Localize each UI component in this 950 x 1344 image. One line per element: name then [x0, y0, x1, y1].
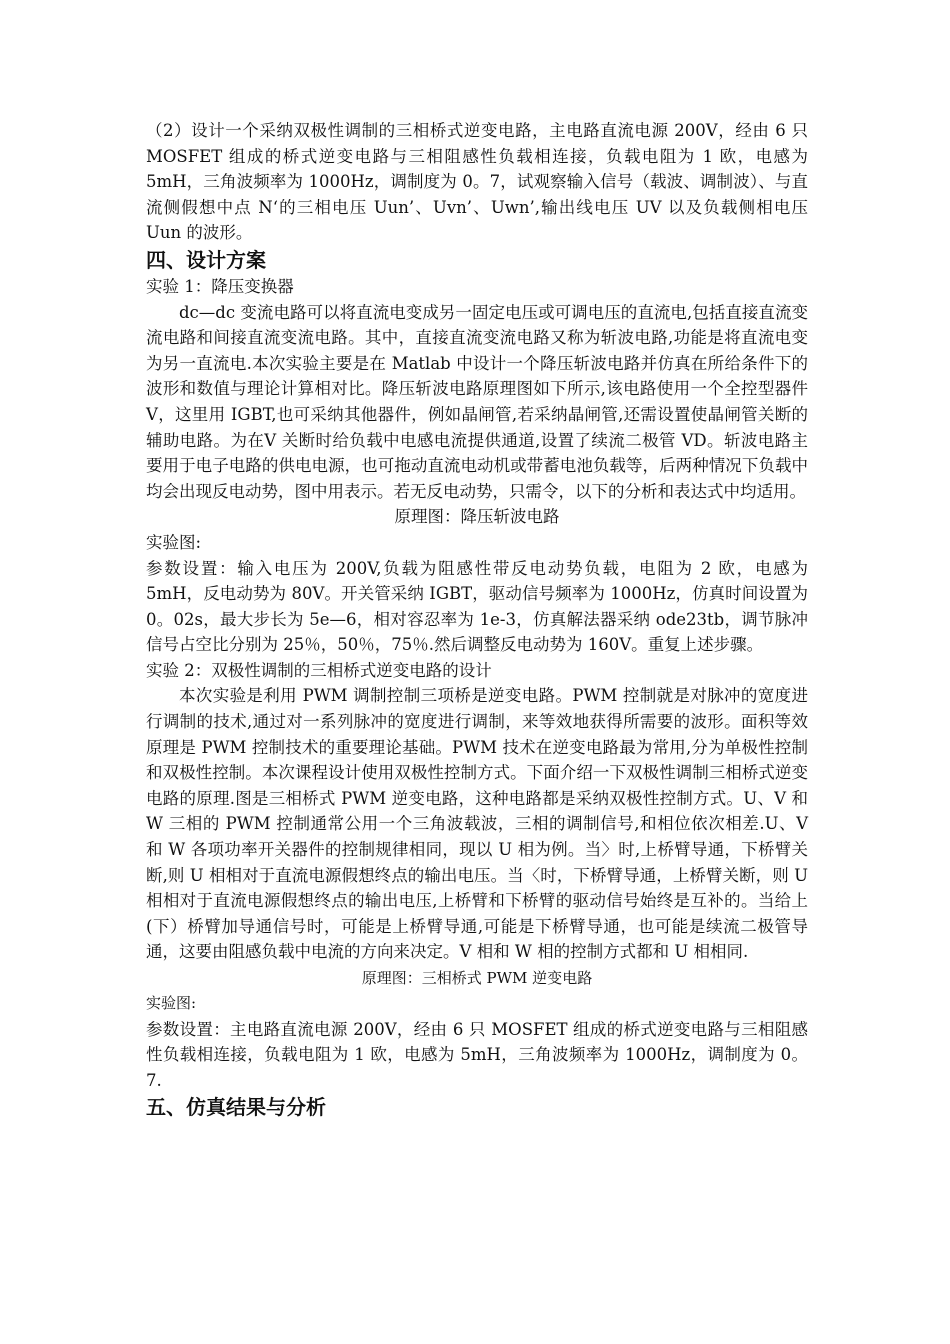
- exp2-figure-caption: 原理图：三相桥式 PWM 逆变电路: [361, 969, 593, 987]
- exp2-body: 本次实验是利用 PWM 调制控制三项桥是逆变电路。PWM 控制就是对脉冲的宽度进行调制的技术,通过对一系列脉冲的宽度进行调制，来等效地获得所需要的波形。面积等效原理是 PWM 控制技术的重要理论基础。PWM 技术在逆变电路最为常用,分为单极性控制和双极性控制。本次课程设计使用双极性控制方式。下面介绍一下双极性调制三相桥式逆变电路的原理.图是三相桥式 PWM 逆变电路，这种电路都是采纳双极性控制方式。U、V 和 W 三相的 PWM 控制通常公用一个三角波载波，三相的调制信号,和相位依次相差.U、V 和 W 各项功率开关器件的控制规律相同，现以 U 相为例。当〉时,上桥臂导通，下桥臂关断,则 U 相相对于直流电源假想终点的输出电压。当〈时，下桥臂导通，上桥臂关断，则 U 相相对于直流电源假想终点的输出电压,上桥臂和下桥臂的驱动信号始终是互补的。当给上(下）桥臂加导通信号时，可能是上桥臂导通,可能是下桥臂导通，也可能是续流二极管导通，这要由阻感负载中电流的方向来决定。V 相和 W 相的控制方式都和 U 相相同.: [146, 686, 808, 962]
- document-content: [146, 118, 808, 1121]
- exp1-figure-label: 实验图:: [146, 532, 202, 552]
- exp1-title: 实验 1：降压变换器: [146, 276, 294, 296]
- section-heading-design: 四、设计方案: [146, 247, 266, 272]
- exp1-params: 参数设置：输入电压为 200V,负载为阻感性带反电动势负载，电阻为 2 欧，电感为 5mH，反电动势为 80V。开关管采纳 IGBT，驱动信号频率为 1000Hz，仿真时间设置为 0。02s，最大步长为 5e—6，相对容忍率为 1e-3，仿真解法器采纳 ode23tb，调节脉冲信号占空比分别为 25％，50％，75％.然后调整反电动势为 160V。重复上述步骤。: [146, 558, 808, 655]
- exp2-params: 参数设置：主电路直流电源 200V，经由 6 只 MOSFET 组成的桥式逆变电路与三相阻感性负载相连接，负载电阻为 1 欧，电感为 5mH，三角波频率为 1000Hz，调制度为 0。7.: [146, 1019, 808, 1090]
- exp1-figure-caption: 原理图：降压斩波电路: [394, 507, 560, 527]
- exp1-body: dc—dc 变流电路可以将直流电变成另一固定电压或可调电压的直流电,包括直接直流变流电路和间接直流变流电路。其中，直接直流变流电路又称为斩波电路,功能是将直流电变为另一直流电.本次实验主要是在 Matlab 中设计一个降压斩波电路并仿真在所给条件下的波形和数值与理论计算相对比。降压斩波电路原理图如下所示,该电路使用一个全控型器件 V，这里用 IGBT,也可采纳其他器件，例如晶闸管,若采纳晶闸管,还需设置使晶闸管关断的辅助电路。为在V 关断时给负载中电感电流提供通道,设置了续流二极管 VD。斩波电路主要用于电子电路的供电电源，也可拖动直流电动机或带蓄电池负载等，后两种情况下负载中均会出现反电动势，图中用表示。若无反电动势，只需令，以下的分析和表达式中均适用。: [146, 302, 808, 501]
- intro-paragraph: （2）设计一个采纳双极性调制的三相桥式逆变电路，主电路直流电源 200V，经由 6 只 MOSFET 组成的桥式逆变电路与三相阻感性负载相连接，负载电阻为 1 欧，电感为 5mH，三角波频率为 1000Hz，调制度为 0。7，试观察输入信号（载波、调制波）、与直流侧假想中点 N‘的三相电压 Uun’、Uvn’、Uwn’,输出线电压 UV 以及负载侧相电压 Uun 的波形。: [146, 121, 808, 243]
- exp2-figure-label: 实验图:: [146, 994, 197, 1012]
- exp2-title: 实验 2：双极性调制的三相桥式逆变电路的设计: [146, 660, 492, 680]
- section-heading-results: 五、仿真结果与分析: [146, 1095, 326, 1120]
